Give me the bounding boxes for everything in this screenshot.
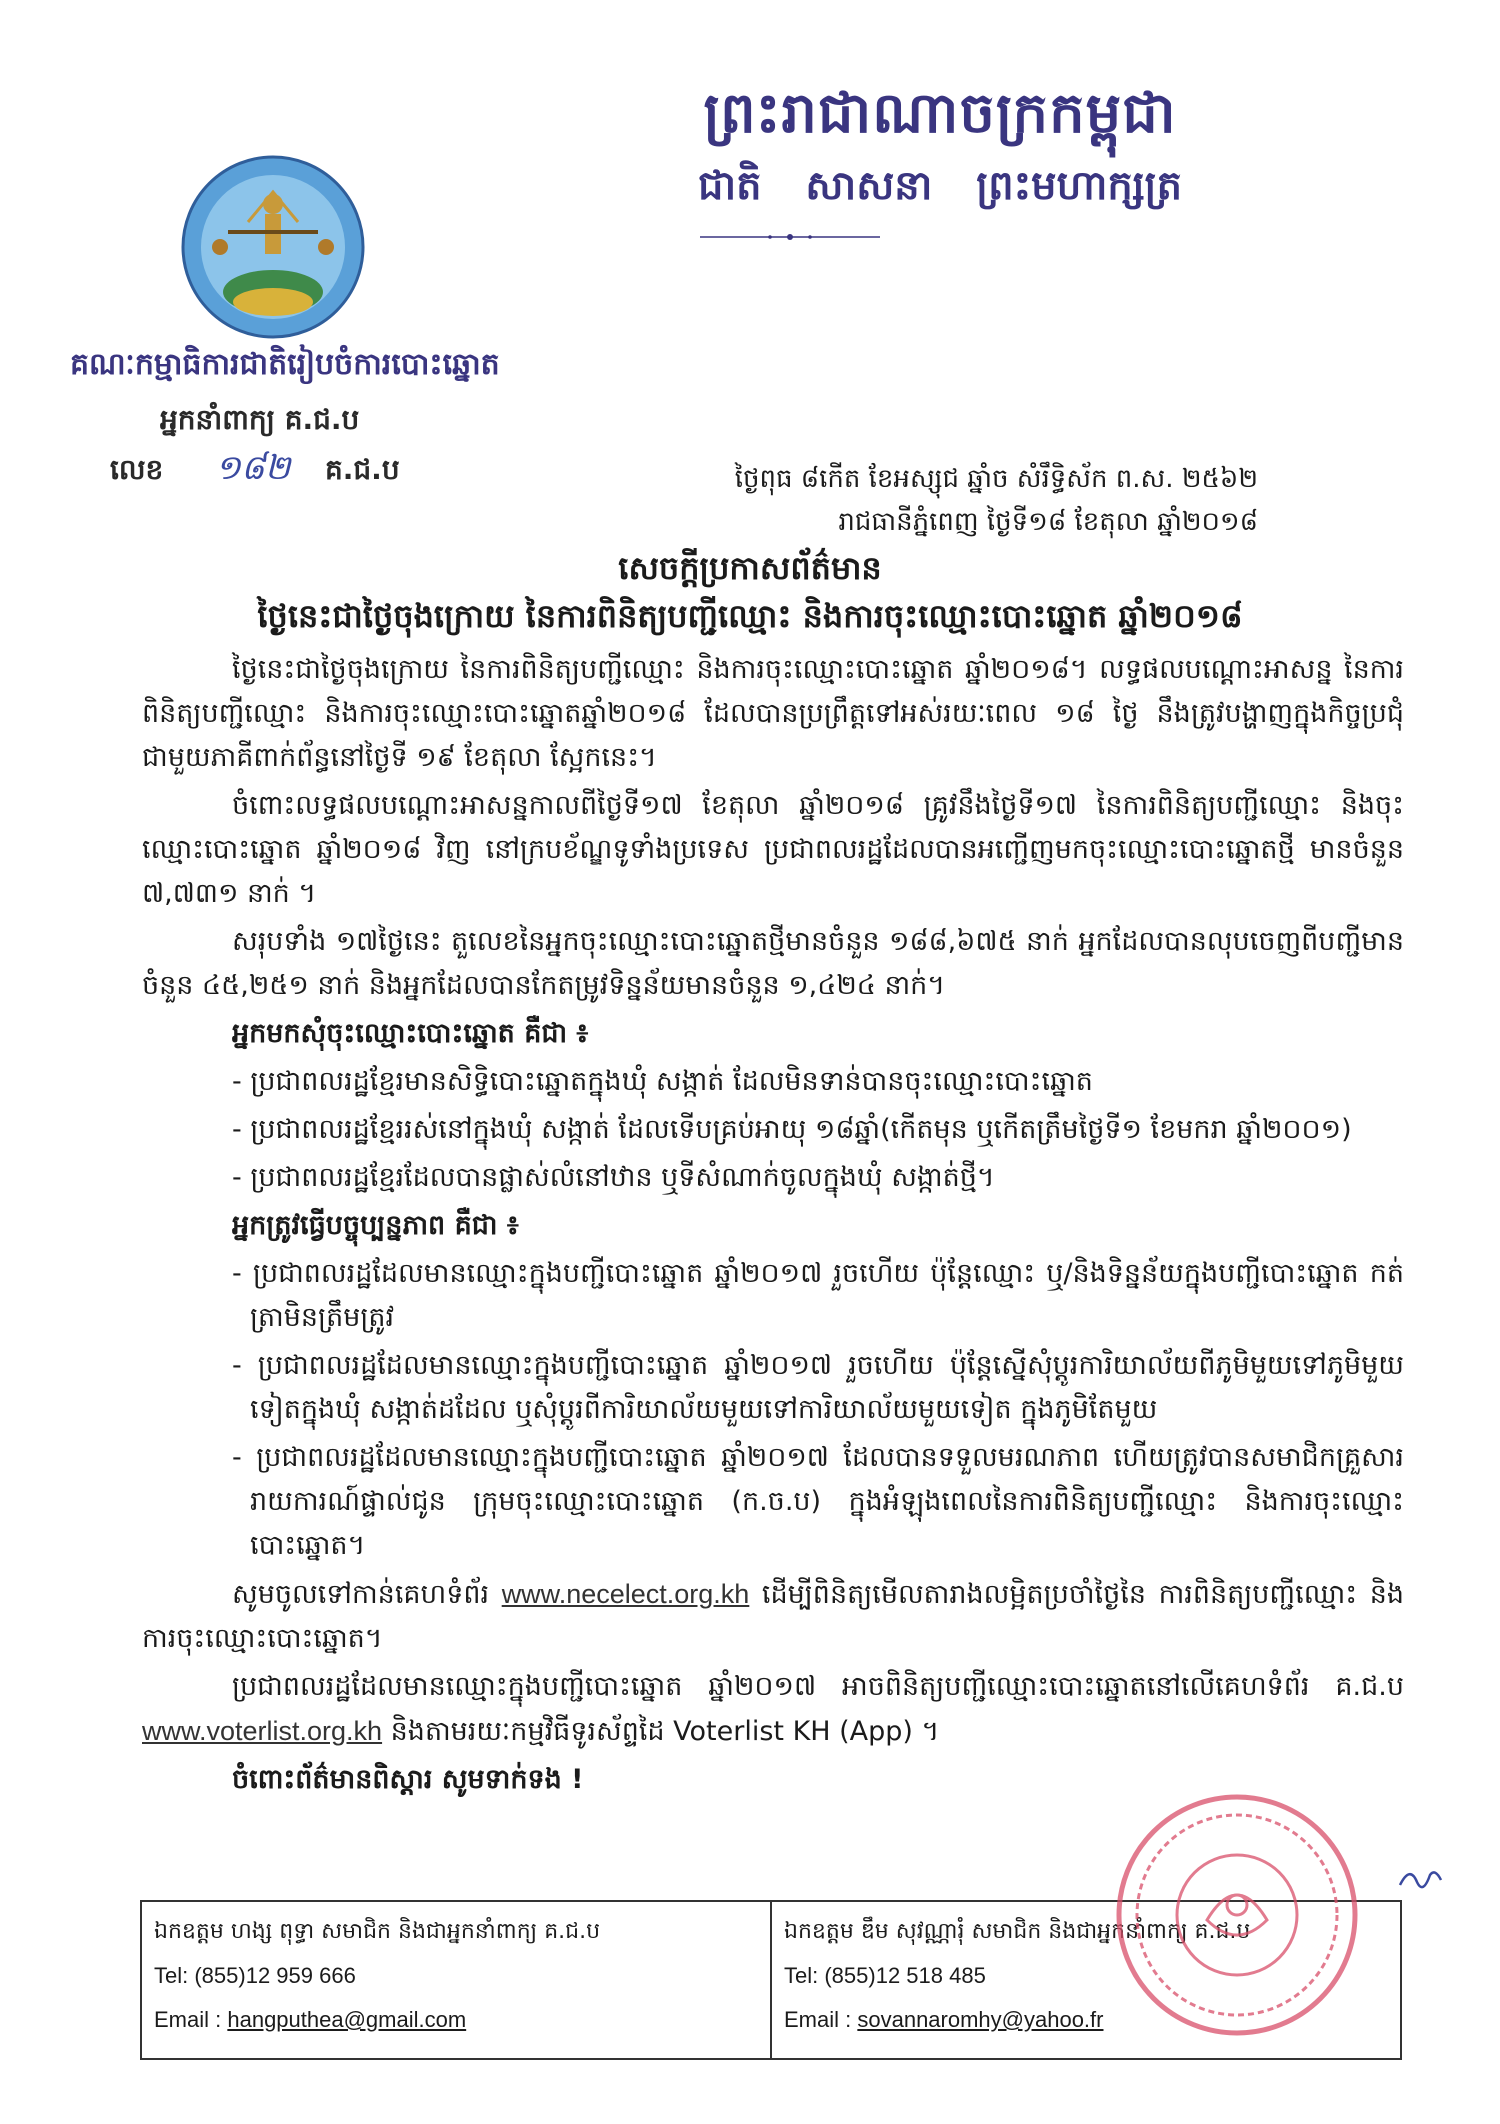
website-text-before: សូមចូលទៅកាន់គេហទំព័រ — [232, 1579, 502, 1610]
paragraph-intro: ថ្ងៃនេះជាថ្ងៃចុងក្រោយ នៃការពិនិត្យបញ្ជីឈ្មោះ និងការចុះឈ្មោះបោះឆ្នោត ឆ្នាំ២០១៨។ លទ្ធផលបណ្តោះអាសន្ន នៃការពិនិត្យបញ្ជីឈ្មោះ និងការចុះឈ្មោះបោះឆ្នោតឆ្នាំ២០១៨ ដែលបានប្រព្រឹត្តទៅអស់រយៈពេល ១៨ ថ្ងៃ នឹងត្រូវបង្ហាញក្នុងកិច្ចប្រជុំជាមួយភាគីពាក់ព័ន្ធនៅថ្ងៃទី ១៩ ខែតុលា ស្អែកនេះ។ — [142, 654, 1404, 773]
date-lunar: ថ្ងៃពុធ ៨កើត ខែអស្សុជ ឆ្នាំច សំរឹទ្ធិស័ក ព.ស. ២៥៦២ — [734, 464, 1258, 494]
voterlist-text-before: ប្រជាពលរដ្ឋដែលមានឈ្មោះក្នុងបញ្ជីបោះឆ្នោត ឆ្នាំ២០១៧ អាចពិនិត្យបញ្ជីឈ្មោះបោះឆ្នោតនៅលើគេហទំព័រ គ.ជ.ប — [232, 1671, 1404, 1702]
list-item: - ប្រជាពលរដ្ឋដែលមានឈ្មោះក្នុងបញ្ជីបោះឆ្នោត ឆ្នាំ២០១៧ ដែលបានទទួលមរណភាព ហើយត្រូវបានសមាជិកគ្រួសាររាយការណ៍ផ្ទាល់ជូន ក្រុមចុះឈ្មោះបោះឆ្នោត (ក.ច.ប) ក្នុងអំឡុងពេលនៃការពិនិត្យបញ្ជីឈ្មោះ និងការចុះឈ្មោះបោះឆ្នោត។ — [232, 1442, 1404, 1561]
list-item: - ប្រជាពលរដ្ឋខ្មែរដែលបានផ្លាស់លំនៅឋាន ឬទីសំណាក់ចូលក្នុងឃុំ សង្កាត់ថ្មី។ — [232, 1162, 995, 1193]
reference-suffix: គ.ជ.ប — [325, 453, 400, 486]
spokesperson-label: អ្នកនាំពាក្យ គ.ជ.ប — [160, 403, 360, 436]
paragraph-voterlist — [142, 1665, 1404, 1754]
paragraph-provisional-results: ចំពោះលទ្ធផលបណ្តោះអាសន្នកាលពីថ្ងៃទី១៧ ខែតុលា ឆ្នាំ២០១៨ គ្រូវនឹងថ្ងៃទី១៧ នៃការពិនិត្យបញ្ជីឈ្មោះ និងចុះឈ្មោះបោះឆ្នោត ឆ្នាំ២០១៨ វិញ នៅក្របខ័ណ្ឌទូទាំងប្រទេស ប្រជាពលរដ្ឋដែលបានអញ្ជើញមកចុះឈ្មោះបោះឆ្នោតថ្មី មានចំនួន ៧,៧៣១ នាក់ ។ — [142, 790, 1404, 909]
list-item: - ប្រជាពលរដ្ឋដែលមានឈ្មោះក្នុងបញ្ជីបោះឆ្នោត ឆ្នាំ២០១៧ រួចហើយ ប៉ុន្តែស្នើសុំប្តូរការិយាល័យពីភូមិមួយទៅភូមិមួយទៀតក្នុងឃុំ សង្កាត់ដដែល ឬសុំប្តូរពីការិយាល័យមួយទៅការិយាល័យមួយទៀត ក្នុងភូមិតែមួយ — [232, 1350, 1404, 1425]
website-text-after: ដើម្បីពិនិត្យមើលតារាងលម្អិតប្រចាំថ្ងៃនៃ ការពិនិត្យបញ្ជីឈ្មោះ និងការចុះឈ្មោះបោះឆ្នោត។ — [142, 1579, 1404, 1654]
email-label: Email : — [154, 2007, 228, 2032]
document-title: សេចក្តីប្រកាសព័ត៌មាន — [618, 549, 882, 587]
reference-number: ១៨២ — [215, 448, 291, 488]
list-item: - ប្រជាពលរដ្ឋខ្មែរមានសិទ្ធិបោះឆ្នោតក្នុងឃុំ សង្កាត់ ដែលមិនទាន់បានចុះឈ្មោះបោះឆ្នោត — [232, 1066, 1093, 1097]
document-body — [142, 648, 1404, 1806]
paragraph-totals: សរុបទាំង ១៧ថ្ងៃនេះ តួលេខនៃអ្នកចុះឈ្មោះបោះឆ្នោតថ្មីមានចំនួន ១៨៨,៦៧៥ នាក់ អ្នកដែលបានលុបចេញពីបញ្ជីមានចំនួន ៤៥,២៥១ នាក់ និងអ្នកដែលបានកែតម្រូវទិន្នន័យមានចំនួន ១,៤២៤ នាក់។ — [142, 926, 1404, 1001]
contact-cell — [142, 1902, 770, 2058]
kingdom-title: ព្រះរាជាណាចក្រកម្ពុជា — [703, 81, 1177, 146]
contact-email-row — [154, 1998, 758, 2042]
date-solar: រាជធានីភ្នំពេញ ថ្ងៃទី១៨ ខែតុលា ឆ្នាំ២០១៨ — [838, 507, 1258, 537]
nec-emblem-logo — [178, 152, 368, 352]
closing-line: ចំពោះព័ត៌មានពិស្តារ សូមទាក់ទង ! — [232, 1764, 584, 1795]
voterlist-text-after: និងតាមរយៈកម្មវិធីទូរស័ព្ទដៃ Voterlist KH (App) ។ — [382, 1716, 940, 1747]
voterlist-link[interactable]: www.voterlist.org.kh — [142, 1716, 383, 1746]
contact-email-link[interactable]: hangputhea@gmail.com — [227, 2007, 467, 2032]
paragraph-website — [142, 1572, 1404, 1661]
signature-mark — [1395, 1860, 1445, 1900]
list-item: - ប្រជាពលរដ្ឋខ្មែររស់នៅក្នុងឃុំ សង្កាត់ ដែលទើបគ្រប់អាយុ ១៨ឆ្នាំ(កើតមុន ឬកើតត្រឹមថ្ងៃទី១ ខែមករា ឆ្នាំ២០០១) — [232, 1114, 1352, 1145]
national-motto: ជាតិ សាសនា ព្រះមហាក្សត្រ — [698, 163, 1182, 209]
list-item: - ប្រជាពលរដ្ឋដែលមានឈ្មោះក្នុងបញ្ជីបោះឆ្នោត ឆ្នាំ២០១៧ រួចហើយ ប៉ុន្តែឈ្មោះ ឬ/និងទិន្នន័យក្នុងបញ្ជីបោះឆ្នោត កត់ត្រាមិនត្រឹមត្រូវ — [232, 1258, 1404, 1333]
contact-tel: Tel: (855)12 518 485 — [784, 1963, 986, 1988]
reference-label: លេខ — [110, 453, 164, 486]
contact-tel: Tel: (855)12 959 666 — [154, 1963, 356, 1988]
organization-name: គណៈកម្មាធិការជាតិរៀបចំការបោះឆ្នោត — [70, 347, 500, 382]
update-heading: អ្នកត្រូវធ្វើបច្ចុប្បន្នភាព គឺជា ៖ — [232, 1210, 519, 1241]
contact-name: ឯកឧត្តម ហង្ស ពុទ្ធា សមាជិក និងជាអ្នកនាំពាក្យ គ.ជ.ប — [154, 1919, 601, 1944]
ornamental-divider — [700, 232, 880, 242]
official-stamp — [1112, 1790, 1362, 2040]
contact-email-link[interactable]: sovannaromhy@yahoo.fr — [857, 2007, 1104, 2032]
contact-name: ឯកឧត្តម ឌឹម សុវណ្ណារុំ សមាជិក និងជាអ្នកនាំពាក្យ គ.ជ.ប — [784, 1919, 1251, 1944]
email-label: Email : — [784, 2007, 858, 2032]
register-heading: អ្នកមកសុំចុះឈ្មោះបោះឆ្នោត គឺជា ៖ — [232, 1018, 589, 1049]
document-subtitle: ថ្ងៃនេះជាថ្ងៃចុងក្រោយ នៃការពិនិត្យបញ្ជីឈ្មោះ និងការចុះឈ្មោះបោះឆ្នោត ឆ្នាំ២០១៨ — [257, 597, 1243, 635]
necelect-link[interactable]: www.necelect.org.kh — [501, 1579, 750, 1609]
